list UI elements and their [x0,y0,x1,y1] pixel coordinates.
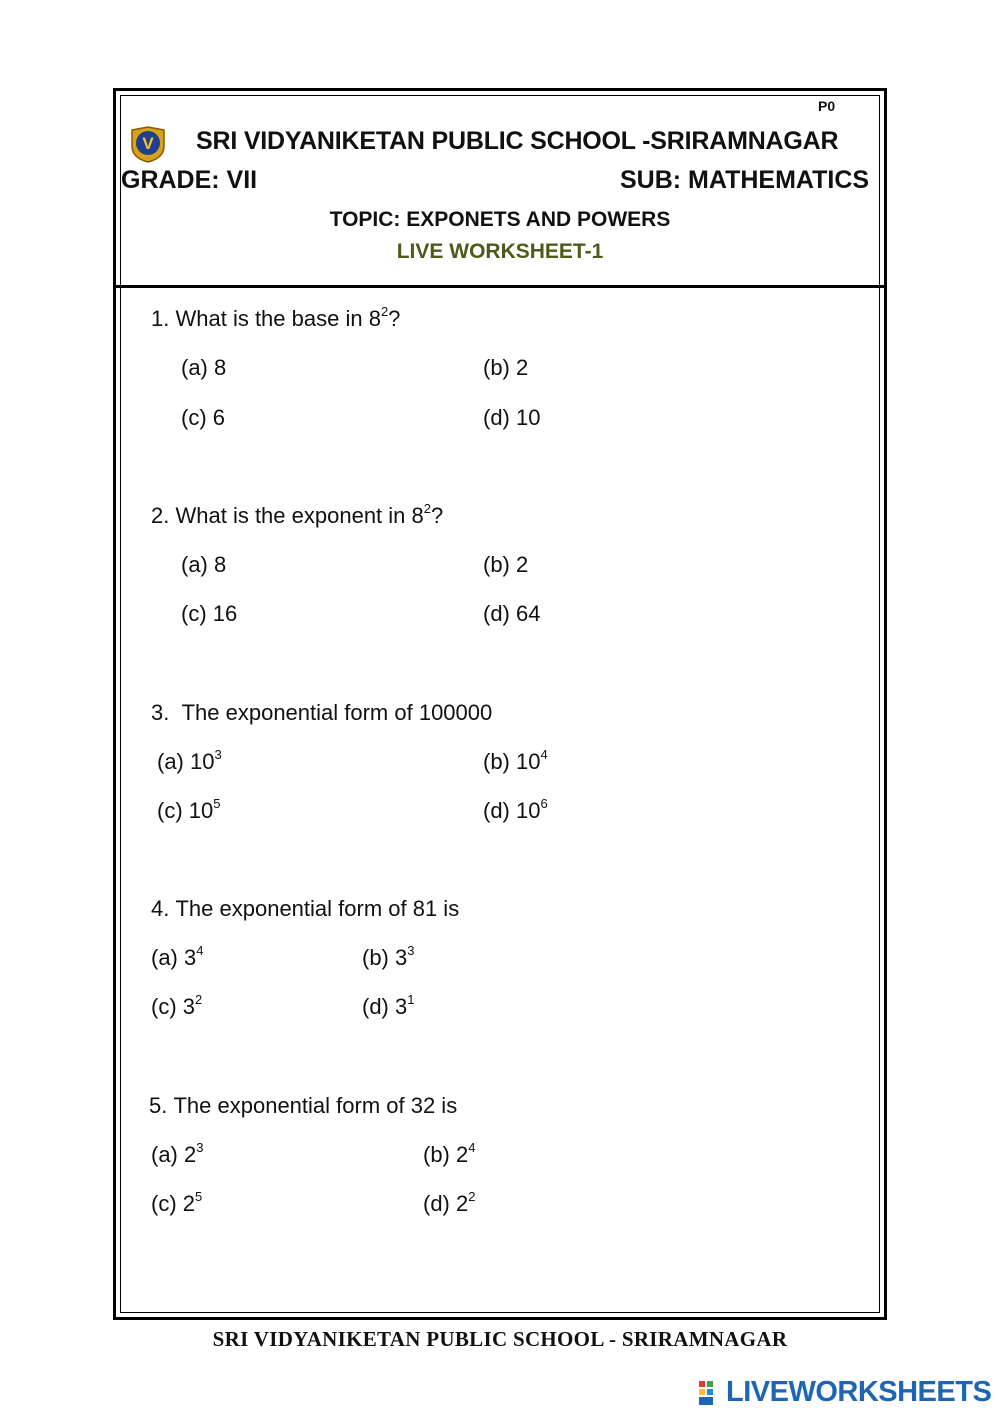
question-1 [151,306,400,332]
school-name: SRI VIDYANIKETAN PUBLIC SCHOOL -SRIRAMNAGAR [196,127,839,155]
q5-option-b[interactable]: (b) $2^4$ [423,1140,476,1167]
q1-option-c[interactable]: (c) 6 [181,405,225,430]
liveworksheets-icon [698,1379,722,1409]
question-text: What is the exponent in 8 [175,503,424,528]
q2-option-a[interactable]: (a) 8 [181,552,227,577]
subject-label: SUB: MATHEMATICS [620,166,870,194]
question-number: 5. [149,1093,168,1118]
question-text: The exponential form of 81 is [175,896,460,921]
page-code: P0 [818,98,836,114]
question-text: The exponential form of 32 is [173,1093,458,1118]
q4-option-d[interactable]: (d) $3^1$ [362,992,415,1019]
q5-option-d[interactable]: (d) $2^2$ [423,1189,476,1216]
q3-option-d[interactable]: (d) $10^6$ [483,796,548,823]
q3-option-c[interactable]: (c) $10^5$ [157,796,221,823]
question-3 [151,700,492,726]
question-suffix: ? [430,503,444,528]
footer-school-name: SRI VIDYANIKETAN PUBLIC SCHOOL - SRIRAMNAGAR [212,1327,788,1351]
question-exponent: 2 [423,501,431,516]
grade-label: GRADE: VII [121,166,258,194]
logo-letter: V [142,134,154,153]
q1-option-d[interactable]: (d) 10 [483,405,541,430]
q5-option-a[interactable]: (a) $2^3$ [151,1140,204,1167]
q4-option-b[interactable]: (b) $3^3$ [362,943,415,970]
header-divider [116,285,884,288]
question-2 [151,503,443,529]
question-number: 3. [151,700,170,725]
q4-option-c[interactable]: (c) $3^2$ [151,992,203,1019]
q2-option-b[interactable]: (b) 2 [483,552,529,577]
question-text: What is the base in 8 [175,306,381,331]
question-number: 4. [151,896,170,921]
q1-option-b[interactable]: (b) 2 [483,355,529,380]
question-exponent: 2 [380,304,389,319]
question-number: 2. [151,503,170,528]
q5-option-c[interactable]: (c) $2^5$ [151,1189,203,1216]
question-4 [151,896,459,922]
q2-option-c[interactable]: (c) 16 [181,601,238,626]
q3-option-b[interactable]: (b) $10^4$ [483,747,548,774]
q4-option-a[interactable]: (a) $3^4$ [151,943,204,970]
liveworksheets-text: LIVEWORKSHEETS [726,1376,992,1408]
question-5 [149,1093,457,1119]
q3-option-a[interactable]: (a) $10^3$ [157,747,222,774]
q1-option-a[interactable]: (a) 8 [181,355,227,380]
q2-option-d[interactable]: (d) 64 [483,601,541,626]
question-text: The exponential form of 100000 [181,700,493,725]
worksheet-title: LIVE WORKSHEET-1 [396,240,604,263]
school-logo [128,124,168,164]
question-suffix: ? [388,306,401,331]
topic-title: TOPIC: EXPONETS AND POWERS [329,208,671,231]
question-number: 1. [151,306,170,331]
